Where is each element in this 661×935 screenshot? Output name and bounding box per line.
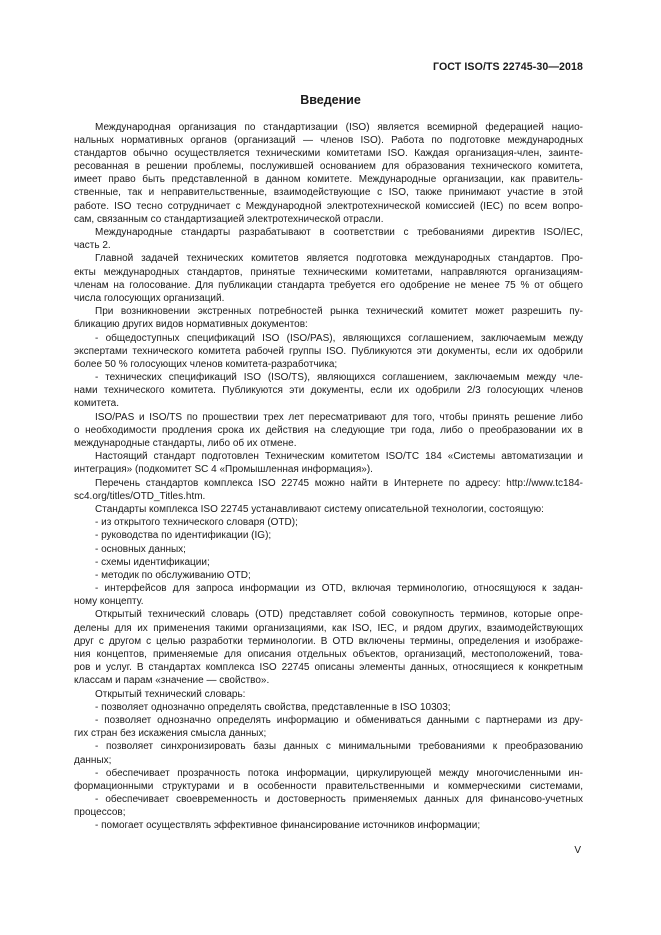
text-line: числа голосующих организаций. bbox=[74, 292, 225, 304]
text-line: членам на голосование. Для публикации стандарта требуется его одобрение не менее 75 % от общего bbox=[74, 279, 583, 291]
text-line: sc4.org/titles/OTD_Titles.htm. bbox=[74, 490, 206, 502]
text-line: делены для их применения такими организациями, как ISO, IEC, и рядом других, взаимодействующих bbox=[74, 622, 583, 634]
text-line: ISO/PAS и ISO/TS по прошествии трех лет пересматривают для того, чтобы принять решение либо bbox=[95, 411, 583, 423]
text-line: - схемы идентификации; bbox=[95, 556, 210, 568]
text-line: - позволяет однозначно определять свойства, представленные в ISO 10303; bbox=[95, 701, 451, 713]
text-line: экспертами технического комитета рабочей группы ISO. Публикуются эти документы, если их одобрили bbox=[74, 345, 583, 357]
text-line: Стандарты комплекса ISO 22745 устанавливают систему описательной технологии, состоящую: bbox=[95, 503, 544, 515]
text-line: нальных нормативных органов (организаций — членов ISO). Работа по подготовке международных bbox=[74, 134, 583, 146]
text-line: - технических спецификаций ISO (ISO/TS), являющихся соглашением, заключаемым между чле- bbox=[95, 372, 583, 384]
text-line: екты международных стандартов, принятые техническими комитетами, направляются организациям- bbox=[74, 266, 583, 278]
text-line: - обеспечивает прозрачность потока информации, циркулирующей между многочисленными ин- bbox=[95, 767, 583, 779]
text-line: - помогает осуществлять эффективное финансирование источников информации; bbox=[95, 820, 481, 832]
text-line: процессов; bbox=[74, 807, 126, 819]
text-line: - руководства по идентификации (IG); bbox=[95, 530, 272, 542]
text-line: - интерфейсов для запроса информации из OTD, включая терминологию, относящуюся к задан- bbox=[95, 583, 583, 595]
page-number: V bbox=[574, 845, 581, 856]
text-line: Открытый технический словарь (OTD) представляет собой совокупность терминов, которые опре- bbox=[95, 609, 583, 621]
section-title: Введение bbox=[300, 93, 361, 107]
text-line: данных; bbox=[74, 754, 112, 766]
text-line: сам, связанным со стандартизацией электротехнической отрасли. bbox=[74, 213, 384, 225]
text-line: международные стандарты, либо об их отмене. bbox=[74, 438, 297, 449]
text-line: - из открытого технического словаря (OTD); bbox=[95, 517, 298, 529]
text-line: гих стран без искажения смысла данных; bbox=[74, 728, 267, 740]
text-line: часть 2. bbox=[74, 240, 111, 252]
text-line: Перечень стандартов комплекса ISO 22745 можно найти в Интернете по адресу: http://www.tc184- bbox=[95, 477, 583, 489]
text-line: ния концептов, применяемые для описания отдельных объектов, организаций, местоположений, това- bbox=[74, 649, 583, 660]
text-line: интеграция» (подкомитет SC 4 «Промышленная информация»). bbox=[74, 464, 373, 476]
text-line: Главной задачей технических комитетов является подготовка международных стандартов. Про- bbox=[95, 253, 583, 265]
text-line: - позволяет синхронизировать базы данных с минимальными требованиями к преобразованию bbox=[95, 741, 583, 753]
text-line: стандартов обычно осуществляется техническими комитетами ISO. Каждая организация-член, заинте- bbox=[74, 147, 583, 159]
text-line: более 50 % голосующих членов комитета-разработчика; bbox=[74, 358, 338, 370]
text-line: - обеспечивает своевременность и достоверность применяемых данных для финансово-учетных bbox=[95, 794, 583, 806]
text-line: имеет право быть представленной в данном комитете. Международные организации, как правитель- bbox=[74, 174, 583, 186]
text-line: Международные стандарты разрабатывают в соответствии с требованиями директив ISO/IEC, bbox=[95, 227, 583, 238]
text-line: друг с другом с целью разработки терминологии. В OTD включены термины, определения и изображе- bbox=[74, 635, 583, 647]
text-line: ному концепту. bbox=[74, 596, 144, 608]
text-line: - общедоступных спецификаций ISO (ISO/PAS), являющихся соглашением, заключаемым между bbox=[95, 332, 583, 344]
text-line: Международная организация по стандартизации (ISO) является всемирной федерацией нацио- bbox=[95, 121, 583, 133]
document-header: ГОСТ ISO/TS 22745-30—2018 bbox=[432, 61, 583, 73]
text-line: о необходимости продления срока их действия на следующие три года, либо о преобразовании их в bbox=[74, 424, 583, 436]
text-line: работе. ISO тесно сотрудничает с Международной электротехнической комиссией (IEC) по всем вопро- bbox=[74, 200, 583, 212]
text-line: ресованная в решении проблемы, послужившей основанием для образования технического комитета, bbox=[74, 161, 583, 173]
text-line: ров и услуг. В стандартах комплекса ISO 22745 описаны элементы данных, относящиеся к конкретным bbox=[74, 662, 583, 674]
text-line: ственные, так и неправительственные, взаимодействующие с ISO, также принимают участие в этой bbox=[74, 187, 583, 199]
text-line: При возникновении экстренных потребностей рынка технический комитет может разрешить пу- bbox=[95, 306, 583, 318]
text-line: - основных данных; bbox=[95, 543, 186, 555]
text-line: - позволяет однозначно определять информацию и обмениваться данными с партнерами из дру- bbox=[95, 714, 583, 726]
text-line: Настоящий стандарт подготовлен Техническим комитетом ISO/TC 184 «Системы автоматизации и bbox=[95, 451, 583, 463]
text-line: бликацию других видов нормативных документов: bbox=[74, 319, 308, 331]
text-line: комитета. bbox=[74, 398, 120, 410]
text-line: Открытый технический словарь: bbox=[95, 688, 246, 700]
document-body bbox=[74, 121, 583, 833]
text-line: - методик по обслуживанию OTD; bbox=[95, 569, 251, 581]
text-line: формационными структурами и в особенности правительственными и коммерческими системами, bbox=[74, 780, 583, 792]
text-line: нами технического комитета. Публикуются эти документы, если их одобрили 2/3 голосующих членов bbox=[74, 385, 583, 397]
text-line: классам и парам «значение — свойство». bbox=[74, 675, 270, 687]
